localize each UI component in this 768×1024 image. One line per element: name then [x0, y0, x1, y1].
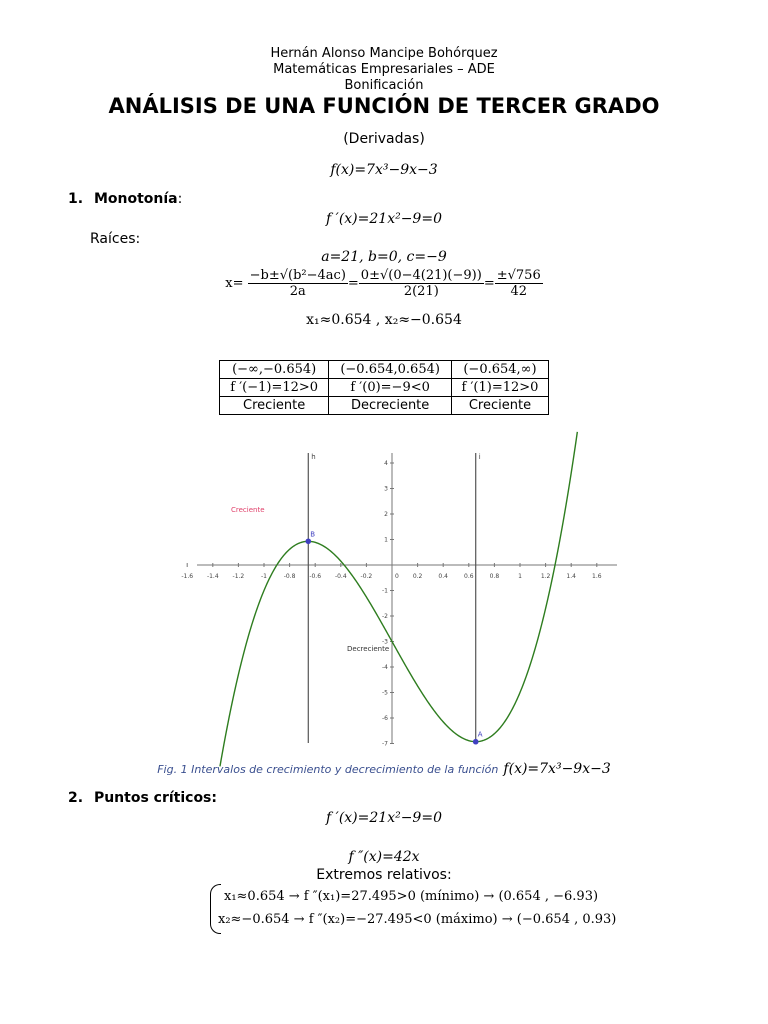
point-A: [473, 739, 479, 745]
roots-label: Raíces:: [90, 231, 141, 247]
y-tick-label: -4: [382, 664, 388, 671]
y-tick-label: 2: [384, 511, 388, 518]
coefficients: a=21, b=0, c=−9: [321, 249, 447, 265]
page-title: ANÁLISIS DE UNA FUNCIÓN DE TERCER GRADO: [108, 94, 660, 118]
extremes-label: Extremos relativos:: [316, 867, 452, 883]
x-tick-label: 0.6: [464, 573, 474, 580]
extreme-2: x₂≈−0.654 → f ″(x₂)=−27.495<0 (máximo) → (−0.654 , 0.93): [218, 912, 617, 927]
formula-num-3: ±√756: [496, 268, 541, 283]
section-1-heading: 1. Monotonía:: [68, 191, 183, 207]
formula-fraction-2: [359, 268, 484, 299]
table-row: [220, 379, 549, 397]
table-cell: (−0.654,0.654): [329, 361, 452, 379]
second-derivative-eq: f ″(x)=42x: [348, 849, 420, 865]
x-tick-label: -1.6: [181, 573, 194, 580]
table-cell: (−0.654,∞): [451, 361, 548, 379]
first-derivative-eq-2: f ′(x)=21x²−9=0: [326, 810, 442, 826]
formula-den-1: 2a: [289, 284, 306, 299]
page-subtitle: (Derivadas): [343, 131, 425, 147]
section-2-number: 2.: [68, 790, 84, 806]
y-tick-label: -5: [382, 689, 388, 697]
table-row: [220, 361, 549, 379]
x-tick-label: -0.4: [334, 573, 347, 580]
x-tick-label: 1: [518, 573, 522, 580]
section-2-heading: [68, 790, 217, 806]
function-expression: f(x)=7x³−9x−3: [330, 162, 438, 178]
formula-den-3: 42: [510, 284, 527, 299]
section-2-title: Puntos críticos:: [93, 790, 217, 806]
x-tick-label: 0.4: [438, 573, 448, 580]
x-tick-label: 1.4: [566, 573, 576, 580]
table-cell: Creciente: [451, 397, 548, 415]
first-derivative-eq: f ′(x)=21x²−9=0: [326, 211, 442, 227]
x-tick-label: -1.4: [206, 573, 219, 580]
y-tick-label: -3: [382, 638, 388, 646]
vertical-line-label: i: [478, 453, 481, 461]
quadratic-formula: x= $\frac{\text{−b±√(b²−4ac)}}{2a}$ = $\frac{0\pm√(0-4(21)(-9))}{2(21)}$ = $\frac{\pm√756}{42}$: [225, 268, 541, 299]
table-cell: (−∞,−0.654): [220, 361, 329, 379]
formula-fraction-3: [495, 268, 543, 299]
monotony-table: [219, 360, 549, 415]
document-kind: Bonificación: [344, 78, 424, 93]
decreasing-annotation: Decreciente: [347, 645, 390, 653]
table-row: [220, 397, 549, 415]
y-tick-label: 1: [384, 536, 388, 544]
x-tick-label: 1.6: [592, 573, 602, 580]
point-label: B: [310, 530, 316, 539]
x-tick-label: -0.2: [360, 573, 373, 580]
figure-caption: [0, 758, 768, 777]
author-name: Hernán Alonso Mancipe Bohórquez: [270, 46, 498, 61]
y-tick-label: -2: [382, 613, 388, 620]
vertical-line-label: h: [311, 453, 316, 461]
formula-num-2: 0±√(0−4(21)(−9)): [360, 268, 482, 283]
formula-fraction-1: [248, 268, 348, 299]
x-tick-label: 0.2: [412, 573, 423, 580]
function-curve: [220, 432, 577, 767]
formula-den-2: 2(21): [403, 284, 439, 299]
x-tick-label: -0.8: [283, 573, 296, 580]
x-tick-label: -1: [261, 573, 267, 580]
x-tick-label: -0.6: [309, 573, 322, 580]
increasing-annotation: Creciente: [231, 506, 265, 514]
y-tick-label: -1: [382, 587, 388, 595]
extreme-1: x₁≈0.654 → f ″(x₁)=27.495>0 (mínimo) → (0.654 , −6.93): [224, 889, 599, 904]
function-graph: [181, 448, 622, 748]
y-tick-label: 4: [384, 460, 388, 467]
table-cell: f ′(−1)=12>0: [220, 379, 329, 397]
table-cell: f ′(0)=−9<0: [329, 379, 452, 397]
table-cell: Creciente: [220, 397, 329, 415]
course-name: Matemáticas Empresariales – ADE: [273, 62, 495, 77]
formula-num-1: −b±√(b²−4ac): [249, 268, 346, 283]
section-1-title: Monotonía: [93, 191, 178, 207]
point-label: A: [477, 730, 483, 739]
section-1-number: 1.: [68, 191, 84, 207]
caption-expression: f(x)=7x³−9x−3: [503, 761, 611, 777]
x-tick-label: 0.8: [489, 573, 500, 580]
formula-lhs: x=: [225, 276, 244, 291]
x-tick-label: 0: [395, 573, 399, 580]
point-B: [305, 538, 311, 544]
y-tick-label: -6: [382, 715, 388, 722]
x-tick-label: -1.2: [232, 573, 245, 580]
roots-values: x₁≈0.654 , x₂≈−0.654: [306, 312, 462, 328]
y-tick-label: -7: [382, 740, 388, 748]
caption-text: Fig. 1 Intervalos de crecimiento y decrecimiento de la función: [157, 763, 499, 776]
x-tick-label: 1.2: [540, 573, 551, 580]
y-tick-label: 3: [384, 485, 388, 493]
table-cell: Decreciente: [329, 397, 452, 415]
table-cell: f ′(1)=12>0: [451, 379, 548, 397]
